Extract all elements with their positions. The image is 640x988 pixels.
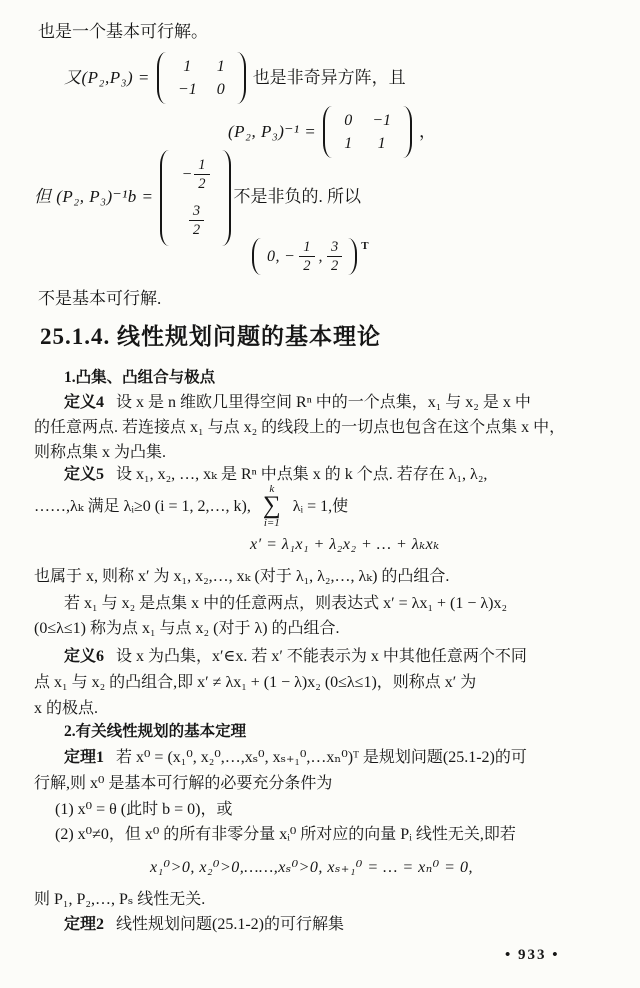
definition-4-line1 — [64, 391, 531, 414]
two-point-combo-line1: 若 x₁ 与 x₂ 是点集 x 中的任意两点，则表达式 x′ = λx₁ + (1 − λ)x₂ — [64, 595, 508, 612]
sum-line-before: ……,λₖ 满足 λᵢ≥0 (i = 1, 2,…, k), — [34, 497, 251, 515]
matrix-cell: −1 — [372, 112, 391, 129]
fraction-numerator: 3 — [327, 238, 342, 257]
left-paren — [252, 238, 263, 275]
fraction-denominator: 2 — [331, 258, 339, 275]
fraction-sign: − — [181, 166, 193, 184]
vector-entry — [181, 156, 209, 193]
definition-5-line3: 也属于 x, 则称 x′ 为 x₁, x₂,…, xₖ (对于 λ₁, λ₂,…, λₖ) 的凸组合. — [34, 568, 450, 585]
theorem-1-formula: x₁⁰>0, x₂⁰>0,……,xₛ⁰>0, xₛ₊₁⁰ = … = xₙ⁰ = 0, — [150, 859, 473, 876]
definition-4-text: 设 x 是 n 维欧几里得空间 Rⁿ 中的一个点集，x₁ 与 x₂ 是 x 中 — [116, 394, 531, 411]
matrix-cells — [168, 52, 235, 104]
left-paren — [157, 52, 168, 104]
page-number: • 933 • — [505, 947, 560, 963]
not-bfs-line: 不是基本可行解. — [38, 289, 162, 308]
theorem-1-line1 — [64, 746, 527, 769]
summation — [263, 484, 281, 529]
theorem-2-keyword: 定理2 — [64, 916, 105, 933]
theorem-1-line2: 行解,则 x⁰ 是基本可行解的必要充分条件为 — [34, 775, 333, 792]
summation-lower-limit: i=1 — [263, 516, 280, 529]
fraction-denominator: 2 — [303, 258, 311, 275]
definition-6-text: 设 x 为凸集，x′∈x. 若 x′ 不能表示为 x 中其他任意两个不同 — [116, 648, 527, 665]
two-point-combo-line2: (0≤λ≤1) 称为点 x₁ 与点 x₂ (对于 λ) 的凸组合. — [34, 620, 340, 637]
fraction-numerator: 1 — [299, 238, 314, 257]
vector-entries — [171, 150, 219, 246]
formula-inverse-comma: ， — [419, 121, 436, 141]
fraction-denominator: 2 — [192, 222, 201, 239]
theorem-1-condition-2: (2) x⁰≠0，但 x⁰ 的所有非零分量 xᵢ⁰ 所对应的向量 Pᵢ 线性无关,即若 — [55, 826, 516, 843]
right-paren — [235, 52, 246, 104]
vector-entry — [187, 202, 204, 239]
transpose-superscript: T — [361, 240, 369, 252]
sum-line-after: λᵢ = 1,使 — [292, 497, 349, 515]
intro-line: 也是一个基本可行解。 — [38, 22, 208, 41]
formula-b-lhs: 但 (P₂, P₃)⁻¹b = — [34, 187, 154, 207]
comma: , — [318, 248, 324, 266]
theorem-1-keyword: 定理1 — [64, 749, 105, 766]
fraction-denominator: 2 — [198, 176, 206, 193]
definition-5-line1 — [64, 463, 487, 486]
matrix-cell: 1 — [216, 58, 225, 75]
fraction-numerator: 3 — [189, 202, 204, 221]
left-paren — [160, 150, 171, 246]
definition-5-keyword: 定义5 — [64, 466, 105, 483]
right-paren — [220, 150, 231, 246]
formula-vector-t — [252, 238, 369, 275]
definition-5-sum-line — [34, 484, 348, 529]
fraction — [327, 238, 342, 275]
fraction-numerator: 1 — [194, 156, 209, 175]
formula-b-note: 不是非负的. 所以 — [233, 187, 361, 207]
definition-4-keyword: 定义4 — [64, 394, 105, 411]
matrix-2x2 — [157, 52, 246, 104]
formula-again — [64, 52, 406, 104]
definition-4-line3: 则称点集 x 为凸集. — [34, 444, 167, 461]
fraction — [299, 238, 314, 275]
theorem-2-text: 线性规划问题(25.1-2)的可行解集 — [116, 916, 345, 933]
subsection-2-title: 2.有关线性规划的基本定理 — [64, 723, 247, 740]
definition-4-line2: 的任意两点. 若连接点 x₁ 与点 x₂ 的线段上的一切点也包含在这个点集 x 中， — [34, 419, 566, 436]
formula-again-note: 也是非奇异方阵，且 — [252, 67, 406, 87]
subsection-1-title: 1.凸集、凸组合与极点 — [64, 369, 216, 386]
formula-b — [34, 150, 361, 246]
right-paren — [346, 238, 357, 275]
matrix-cell: −1 — [177, 81, 197, 99]
sigma-symbol: ∑ — [262, 492, 281, 519]
matrix-cell: 1 — [344, 135, 353, 153]
right-paren — [401, 106, 412, 158]
fraction — [194, 156, 209, 193]
matrix-cell: 1 — [183, 58, 192, 75]
fraction — [189, 202, 204, 239]
definition-6-line2: 点 x₁ 与 x₂ 的凸组合,即 x′ ≠ λx₁ + (1 − λ)x₂ (0≤λ≤1)，则称点 x′ 为 — [34, 674, 477, 691]
minus-sign: − — [284, 248, 296, 266]
matrix-cell: 1 — [377, 135, 386, 153]
section-heading: 25.1.4. 线性规划问题的基本理论 — [40, 324, 381, 349]
definition-6-line3: x 的极点. — [34, 700, 99, 717]
column-vector — [160, 150, 230, 246]
vector-component: 0, — [267, 248, 280, 266]
matrix-cell: 0 — [216, 81, 225, 99]
theorem-1-text: 若 x⁰ = (x₁⁰, x₂⁰,…,xₛ⁰, xₛ₊₁⁰,…xₙ⁰)ᵀ 是规划问题(25.1-2)的可 — [116, 749, 527, 766]
formula-inverse-lhs: (P₂, P₃)⁻¹ = — [228, 121, 317, 141]
formula-again-lhs: 又(P₂,P₃) = — [64, 67, 150, 87]
theorem-1-conclusion: 则 P₁, P₂,…, Pₛ 线性无关. — [34, 891, 206, 908]
definition-6-line1 — [64, 645, 527, 668]
convex-combination-formula: x′ = λ₁x₁ + λ₂x₂ + … + λₖxₖ — [250, 536, 440, 553]
matrix-cell: 0 — [344, 112, 353, 129]
theorem-2-line1 — [64, 913, 344, 936]
theorem-1-condition-1: (1) x⁰ = θ (此时 b = 0)，或 — [55, 801, 233, 818]
summation-upper-limit: k — [269, 483, 275, 495]
definition-6-keyword: 定义6 — [64, 648, 105, 665]
definition-5-text: 设 x₁, x₂, …, xₖ 是 Rⁿ 中点集 x 的 k 个点. 若存在 λ₁, λ₂, — [116, 466, 488, 483]
